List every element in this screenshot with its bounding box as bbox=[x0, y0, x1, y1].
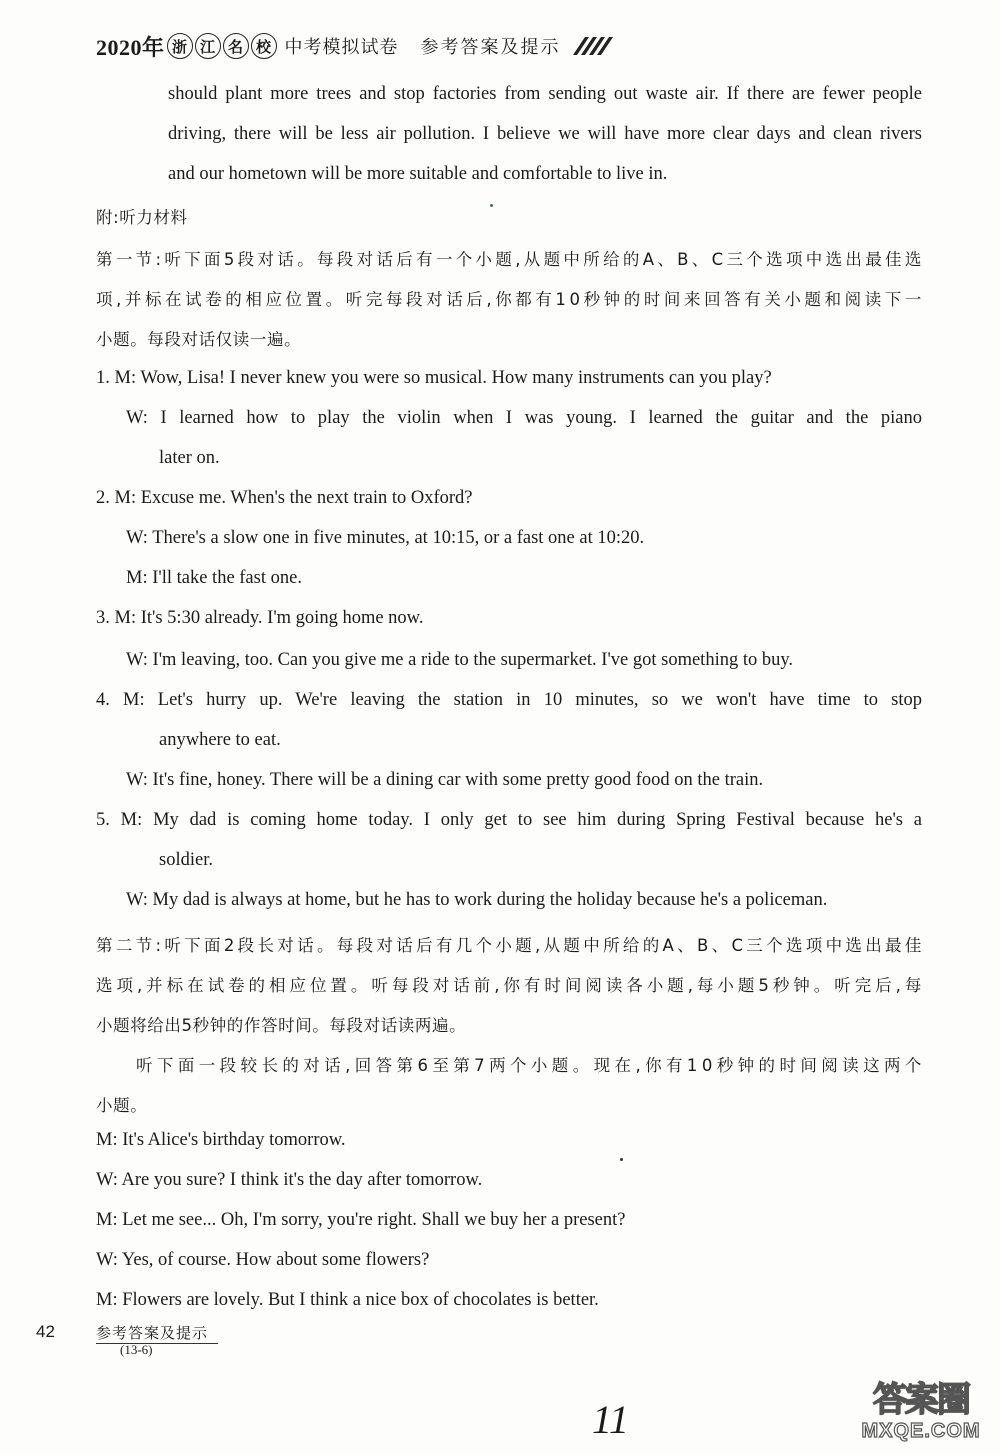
text-line: 4. M: Let's hurry up. We're leaving the station in 10 minutes, so we won't have time to stop bbox=[96, 690, 922, 710]
watermark-url: MXQE.COM bbox=[861, 1420, 981, 1442]
text-line: 第二节:听下面2段长对话。每段对话后有几个小题,从题中所给的A、B、C三个选项中选出最佳 bbox=[96, 936, 925, 955]
text-line: should plant more trees and stop factories from sending out waste air. If there are fewer people bbox=[168, 84, 922, 104]
text-line: W: Are you sure? I think it's the day after tomorrow. bbox=[96, 1170, 483, 1190]
header-title: 中考模拟试卷 bbox=[284, 37, 399, 58]
footer-label: 参考答案及提示 bbox=[96, 1324, 209, 1342]
text-line: 项,并标在试卷的相应位置。听完每段对话后,你都有10秒钟的时间来回答有关小题和阅读下一 bbox=[96, 290, 925, 309]
text-line: 小题。 bbox=[96, 1096, 148, 1115]
text-line: 选项,并标在试卷的相应位置。听每段对话前,你有时间阅读各小题,每小题5秒钟。听完后,每 bbox=[96, 976, 926, 995]
seal-char: 校 bbox=[251, 33, 277, 59]
text-line: 3. M: It's 5:30 already. I'm going home now. bbox=[96, 608, 424, 628]
page-header bbox=[96, 30, 617, 62]
text-line: later on. bbox=[159, 448, 220, 468]
text-line: 听下面一段较长的对话,回答第6至第7两个小题。现在,你有10秒钟的时间阅读这两个 bbox=[136, 1056, 926, 1075]
seal-char: 浙 bbox=[167, 33, 193, 59]
text-line: W: There's a slow one in five minutes, at 10:15, or a fast one at 10:20. bbox=[126, 528, 645, 548]
text-line: M: I'll take the fast one. bbox=[126, 568, 302, 588]
text-line: W: Yes, of course. How about some flowers? bbox=[96, 1250, 430, 1270]
watermark-logo-text: 答案圈 bbox=[873, 1380, 969, 1420]
header-subtitle: 参考答案及提示 bbox=[420, 37, 561, 58]
text-line: 2. M: Excuse me. When's the next train to Oxford? bbox=[96, 488, 473, 508]
text-line: W: My dad is always at home, but he has to work during the holiday because he's a policeman. bbox=[126, 890, 828, 910]
text-line: M: Flowers are lovely. But I think a nice box of chocolates is better. bbox=[96, 1290, 599, 1310]
ink-dot bbox=[620, 1158, 623, 1161]
text-line: driving, there will be less air pollution. I believe we will have more clear days and clean rivers bbox=[168, 124, 922, 144]
text-line: W: It's fine, honey. There will be a dining car with some pretty good food on the train. bbox=[126, 770, 764, 790]
ink-dot bbox=[490, 204, 493, 207]
page-number: 42 bbox=[36, 1322, 55, 1341]
seal-char: 名 bbox=[223, 33, 249, 59]
text-line: 1. M: Wow, Lisa! I never knew you were so musical. How many instruments can you play? bbox=[96, 368, 772, 388]
footer-code: (13-6) bbox=[120, 1342, 153, 1357]
text-line: 附:听力材料 bbox=[96, 208, 188, 227]
text-line: and our hometown will be more suitable and comfortable to live in. bbox=[168, 164, 668, 184]
text-line: anywhere to eat. bbox=[159, 730, 281, 750]
text-line: 小题。每段对话仅读一遍。 bbox=[96, 330, 302, 349]
text-line: soldier. bbox=[159, 850, 213, 870]
handwritten-mark: 11 bbox=[592, 1397, 630, 1442]
text-line: M: Let me see... Oh, I'm sorry, you're right. Shall we buy her a present? bbox=[96, 1210, 626, 1230]
text-line: 小题将给出5秒钟的作答时间。每段对话读两遍。 bbox=[96, 1016, 467, 1035]
text-line: W: I learned how to play the violin when I was young. I learned the guitar and the piano bbox=[126, 408, 922, 428]
text-line: M: It's Alice's birthday tomorrow. bbox=[96, 1130, 346, 1150]
watermark-logo bbox=[858, 1380, 984, 1444]
header-year: 2020年 bbox=[96, 34, 165, 60]
text-line: 第一节:听下面5段对话。每段对话后有一个小题,从题中所给的A、B、C三个选项中选出最佳选 bbox=[96, 250, 925, 269]
footer-rule bbox=[96, 1343, 218, 1344]
text-line: 5. M: My dad is coming home today. I only get to see him during Spring Festival because he's a bbox=[96, 810, 922, 830]
header-stripes-icon bbox=[571, 36, 617, 56]
seal-char: 江 bbox=[195, 33, 221, 59]
text-line: W: I'm leaving, too. Can you give me a ride to the supermarket. I've got something to buy. bbox=[126, 650, 794, 670]
